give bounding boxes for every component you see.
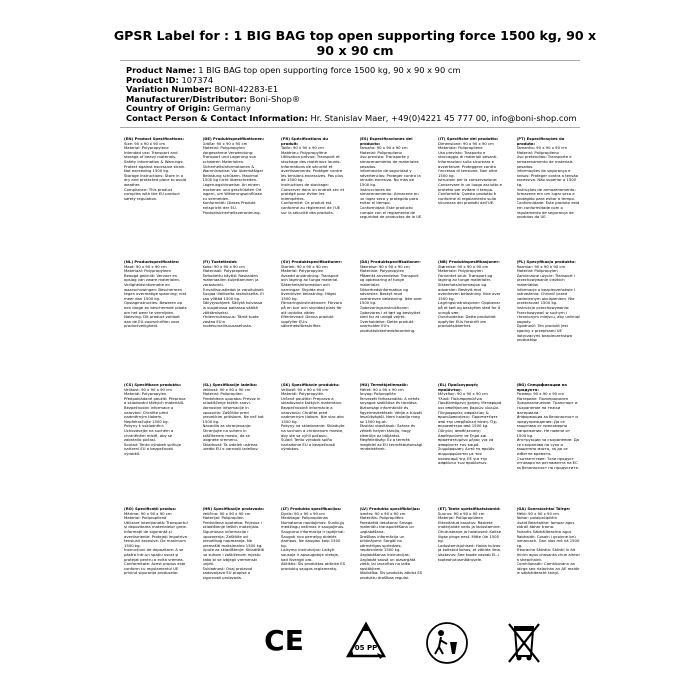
block-heading: (LV) Produkta specifikācijas:	[359, 507, 421, 511]
block-field: Comhlíonadh: Comhlíonann an táirge seo rialachán an AE maidir le sábháilteacht táirgí.	[516, 561, 580, 576]
block-heading: (EN) Product Specifications:	[124, 137, 185, 141]
block-heading: (DE) Produktspezifikationen:	[202, 137, 265, 141]
translation-block	[124, 507, 188, 625]
block-field: Materiaali: Polypropeeni	[202, 268, 249, 274]
block-field: Materiál: Polypropylen	[124, 391, 167, 397]
block-field: Größe: 90 x 90 x 90 cm	[202, 140, 248, 146]
block-field: Ábhar: polaipróipiléin	[516, 515, 557, 521]
recycling-code-text: 05 PP	[354, 644, 378, 652]
product-info	[126, 66, 596, 124]
divider	[120, 60, 580, 61]
block-field: Størrelse: 90 x 90 x 90 cm	[438, 263, 489, 269]
block-field: Bezpečnostné informácie a varovania: Chráňte pred nadmerným tlakom. Nie viac ako 1500 kg.	[281, 404, 344, 424]
translation-block	[360, 260, 424, 378]
block-heading: (PT) Especificações do produto:	[516, 137, 565, 146]
translation-block	[203, 507, 267, 625]
block-field: Navodila za shranjevanje: Shranjujte na suhem in zaščitenem mestu, da se izognete vremenu.	[202, 423, 252, 443]
block-field: Uzglabāšanas instrukcijas: Uzglabāt sausā un aizsargātā vietā, lai izvairītos no laika apstākļiem.	[359, 551, 416, 571]
translation-block	[124, 260, 188, 378]
translation-block	[517, 260, 581, 378]
block-heading: (NL) Productspecificaties:	[124, 260, 180, 264]
block-field: Velikost: 90 x 90 x 90 cm	[202, 386, 251, 392]
divider	[120, 127, 580, 128]
block-field: Bezpečnostní informace a varování: Chraňte před nadměrným tlakem. Nepřekračujte 1500 kg.	[124, 404, 174, 424]
block-field: Saugumo informacija ir įspėjimai: Saugoti nuo pernelyg didelės įtampos. Ne daugiau kaip 1500 kg.	[281, 528, 345, 548]
block-field: Úsáid Beartaithe: Iompar agus stóráil ábhar troma.	[516, 519, 575, 530]
block-field: Atbilstība: Šis produkts atbilst ES produktu drošības regulai.	[359, 570, 423, 580]
block-field: Upute za skladištenje: Skladištiti na suhom i zaštićenom mjestu kako bi se izbjegli vremenski uvjeti.	[202, 547, 265, 567]
block-field: Compliance: This product complies with the EU product safety regulation.	[124, 186, 180, 201]
block-field: Zamierzone użycie: Transport i przechowywanie ciężkich materiałów.	[516, 272, 576, 287]
block-field: Sicherheitsinformationen & Warnhinweise: Vor übermäßiger Belastung schützen. Maximal 1500 kg nicht überschreiten.	[202, 163, 264, 183]
block-field: Overholdelse: Dette produkt overholder EU's produktsikkerhedsforordning.	[359, 318, 416, 333]
block-heading: (NB) Produktspesifikasjoner:	[438, 260, 500, 264]
block-field: Размер: 90 x 90 x 90 cm	[516, 391, 565, 397]
block-field: Ohutusteave ja hoiatused: Kaitse liigse pinge eest. Mitte üle 1500 kg.	[438, 528, 502, 544]
block-field: Soulad: Tento výrobek splňuje nařízení EU o bezpečnosti výrobků.	[124, 441, 181, 456]
block-field: Материал: Полипропилен	[516, 395, 569, 401]
block-field: Utilisation prévue: Transport et stockage des matériaux lourds.	[281, 154, 341, 164]
tidyman-dispose-icon	[424, 620, 470, 670]
block-field: Méret: 90 x 90 x 90 cm	[359, 386, 404, 392]
block-field: Beoogd gebruik: Vervoer en opslag van zware materialen.	[124, 272, 181, 283]
block-field: Forventet bruk: Transport og lagring av tunge materialer.	[438, 272, 493, 283]
block-field: Opslaginstructies: Bewaren op een droge en beschermde plaats om het weer te vermijden.	[124, 300, 187, 315]
block-field: Drošības informācija un brīdinājumi: Sargāt no pārmērīgas spriedzes; nepārsniedz 1500 kg.	[359, 533, 405, 553]
block-field: Предназначение: Транспорт и съхранение на тежки материали.	[516, 400, 578, 415]
block-heading: (DA) Produktspecifikationer:	[359, 260, 421, 264]
block-field: Předpokládané použití: Přeprava a skladování těžkých materiálů.	[124, 395, 186, 406]
block-field: Pokyny k uskladnění: Uchovávejte na suchém a chráněném místě, aby se zabránilo počasí.	[124, 423, 174, 443]
block-heading: (FR) Spécifications du produit:	[281, 137, 328, 146]
block-field: Materiale: Polypropylen	[359, 268, 405, 274]
block-field: Atitiktis: Šis produktas atitinka ES produktų saugos reglamentą.	[281, 561, 345, 571]
block-field: Instrukcje przechowywania: Przechowywać w suchym i chronionym miejscu, aby uniknąć pogody.	[516, 304, 581, 324]
block-field: Určené použitie: Preprava a skladovanie ťažkých materiálov.	[281, 395, 343, 406]
block-field: Suurus: 90 x 90 x 90 cm	[438, 510, 485, 516]
block-field: Material: Polipropilen	[202, 391, 243, 397]
block-field: Material: Polipropilenă	[124, 515, 167, 521]
block-field: Instructions de stockage: Conserver dans un endroit sec et protégé pour éviter les intempéries.	[281, 181, 345, 201]
block-heading: (RO) Specificații produs:	[124, 507, 177, 511]
block-field: Pokyny na skladovanie: Skladujte na suchom a chránenom mieste, aby ste sa vyhli počasiu.	[281, 423, 345, 438]
block-field: Υλικό: Πολυπροπυλένιο	[438, 395, 483, 401]
translation-block	[203, 260, 267, 378]
block-field: Conformité: Ce produit est conforme au règlement de l'UE sur la sécurité des produits.	[281, 200, 341, 215]
block-field: Instrucțiuni de depozitare: A se păstra într-un spațiu uscat și protejat pentru a evita vremea.	[124, 547, 184, 562]
block-field: Säilytysohjeet: Säilytä kuivassa ja suojatussa paikassa säältä välttämiseksi.	[202, 300, 263, 315]
block-field: Sukladnost: Ovaj proizvod zadovoljava EU propise o sigurnosti proizvoda.	[202, 565, 253, 580]
block-field: Størrelse: 90 x 90 x 90 cm	[359, 263, 410, 269]
block-field: Varnostne informacije in opozorila: Zaščitite pred prevelikim pritiskom. Ne več kot 1500 kg.	[202, 404, 264, 424]
translation-block	[438, 383, 502, 501]
block-heading: (EL) Προδιαγραφές προϊόντος:	[438, 383, 479, 392]
block-field: Инструкции за съхранение: Да се съхранява на сухо и защитено място, за да се избегне времето.	[516, 437, 579, 456]
block-heading: (FI) Tuotetiedot:	[202, 260, 238, 264]
block-field: Informações de segurança e avisos: Proteger contra a tensão excessiva. Não superior a 1500 kg.	[516, 168, 579, 187]
block-field: Koko: 90 x 90 x 90 cm	[202, 263, 245, 269]
block-field: Vorgesehene Verwendung: Transport und Lagerung von schweren Materialien.	[202, 149, 257, 164]
translation-block	[360, 507, 424, 625]
block-field: Materiāls: Polipropilēns	[359, 515, 404, 521]
block-field: Conformità: Questo prodotto è conforme al regolamento sulla sicurezza dei prodotti dell'UE.	[438, 191, 497, 206]
block-heading: (IT) Specifiche del prodotto:	[438, 137, 499, 141]
block-field: Informazioni sulla sicurezza e avvertenze: Proteggere contro l'eccesso di tensione. Non oltre 1500 kg.	[438, 158, 498, 178]
block-field: Turvallisuustiedot ja varoitukset: Suojaa liialliselta rasitukselta. Ei saa ylittää 1500 kg.	[202, 286, 265, 301]
block-field: Numatoma naudojimas: Sunkiųjų medžiagų vežimas ir saugojimas.	[281, 519, 345, 530]
block-field: Tamaño: 90 x 90 x 90 cm	[359, 145, 408, 151]
block-heading: (BG) Спецификации на продукта:	[516, 383, 567, 392]
block-field: Istruzioni per la conservazione: Conservare in un luogo asciutto e protetto per evitare il tempo.	[438, 177, 502, 192]
translation-block	[281, 260, 345, 378]
weee-crossed-bin-icon	[504, 620, 544, 670]
block-field: Sikkerhedsinformation og advarsler: Beskyt mod overdreven belastning. Ikke over 1500 kg.	[359, 286, 422, 306]
block-field: Megfelelőség: Ez a termék megfelel az EU termékbiztonsági rendeletének.	[359, 437, 423, 452]
block-field: Intended use: Transport and storage of heavy materials.	[124, 149, 178, 160]
block-field: Vastavus: See toode vastab EL-i tooteohutusmäärusele.	[438, 551, 499, 562]
block-field: Lagerungshinweise: An einem trockenen und geschützten Ort lagern, um Witterungseinflüsse zu vermeiden.	[202, 181, 262, 201]
block-field: Conformidad: Este producto cumple con el reglamento de seguridad de productos de la UE.	[359, 204, 423, 220]
block-field: Πληροφορίες ασφαλείας & προειδοποιήσεις: Προστατέψτε από την υπερβολική πίεση. Όχι περισσότερο από 1500 kg.	[438, 409, 498, 429]
block-field: Utilizare intenționată: Transportul și depozitarea materialelor grele.	[124, 519, 188, 530]
block-field: Tárolási utasítások: Száraz és védett helyen tárolja, hogy elkerülje az időjárást.	[359, 423, 416, 438]
block-field: Veiligheidsinformatie en waarschuwingen: Beschermen tegen overmatige spanning; niet meer dan 1500 kg.	[124, 281, 187, 301]
block-field: Ladustamisjuhised: Hoida kuivas ja kaitstud kohas, et vältida ilma.	[438, 542, 502, 553]
translation-block	[517, 383, 581, 501]
block-heading: (SL) Specifikacije izdelka:	[202, 383, 258, 387]
translation-block	[438, 507, 502, 625]
block-field: Materiale: Polipropilene	[438, 145, 483, 151]
block-heading: (CS) Specifikace produktu:	[124, 383, 182, 387]
block-field: Velikost: 90 x 90 x 90 cm	[124, 386, 172, 392]
translation-block	[360, 383, 424, 501]
block-field: Dydis: 90 x 90 x 90 cm	[281, 510, 325, 516]
block-field: Instruções de armazenamento: Armazene em um lugar seco e protegido para evitar o tempo.	[516, 186, 576, 201]
translation-block	[360, 137, 424, 255]
translation-block	[281, 383, 345, 501]
block-heading: (SK) Špecifikácie produktu:	[281, 383, 340, 387]
block-field: Yhdenmukaisuus: Tämä tuote vastaa EU:n tuoteturvallisuusasetusta.	[202, 314, 259, 329]
block-field: Påtænkt anvendelse: Transport og opbevaring af tunge materialer.	[359, 272, 419, 287]
block-heading: (LT) Produkto specifikacijos:	[281, 507, 342, 511]
block-heading: (ES) Especificaciones del producto:	[359, 137, 413, 146]
translation-block	[517, 137, 581, 255]
block-field: Materiał: Polipropylen	[516, 268, 558, 274]
block-field: Veľkosť: 90 x 90 x 90 cm	[281, 386, 329, 392]
translation-block	[203, 137, 267, 255]
block-field: Ettenähtud kasutus: Raskete materjalide vedu ja ladustamine.	[438, 519, 501, 530]
product-name-row: Product Name: 1 BIG BAG top open supporting force 1500 kg, 90 x 90 x 90 cm	[126, 66, 461, 75]
block-field: Информация за безопасност и предупреждения: Да се защитава от прекомерно напрежение. Не повече от 1500 kg.	[516, 414, 578, 438]
block-field: Säkerhetsinformation och varningar: Skydda mot överdriven belastning. Högst 1500 kg.	[281, 281, 336, 301]
block-field: Veličina: 90 x 90 x 90 cm	[202, 510, 251, 516]
block-field: Laikymo instrukcijos: Laikyti sausoje ir apsaugotoje vietoje, kad išvengti oro.	[281, 547, 340, 562]
block-heading: (ET) Toote spetsifikatsioonid:	[438, 507, 501, 511]
block-field: Informații de siguranță și avertismente: Protejați împotriva tensiunii excesive. De maximum 1500 kg.	[124, 528, 187, 548]
block-field: Predviđena upotreba: Prijevoz i skladištenje teških materijala.	[202, 519, 262, 530]
translation-block	[438, 260, 502, 378]
block-field: Materiál: Polypropylén	[281, 391, 324, 397]
translation-block	[124, 137, 188, 255]
block-heading: (HR) Specifikacije proizvoda:	[202, 507, 265, 511]
block-field: Tervezett felhasználás: A nehéz anyagok szállítása és tárolása.	[359, 395, 420, 406]
ce-mark-icon	[264, 620, 304, 664]
block-field: Taille: 90 x 90 x 90 cm	[281, 145, 324, 151]
block-field: Avsedd användning: Transport och lagring av tunga material.	[281, 272, 339, 283]
ce-mark-text: CE	[264, 624, 304, 657]
block-field: Overholdelse: Dette produktet oppfyller EUs forskrift om produktsikkerhet.	[438, 314, 496, 329]
block-field: Dimensione: 90 x 90 x 90 cm	[438, 140, 494, 146]
country-row: Country of Origin: Germany	[126, 104, 251, 114]
block-field: Μέγεθος: 90 x 90 x 90 cm	[438, 391, 488, 397]
block-field: Informations de sécurité et avertissements: Protéger contre les tensions excessives. Pas plus de 1500 kg.	[281, 163, 344, 183]
block-field: Naleving: Dit product voldoet aan de EU-voorschriften voor productveiligheid.	[124, 314, 180, 329]
block-field: Συμμόρφωση: Αυτό το προϊόν συμμορφώνεται με τον κανονισμό της ΕΕ για την ασφάλεια των προϊόντων.	[438, 446, 495, 466]
block-field: Tamanho: 90 x 90 x 90 cm	[516, 145, 567, 151]
translation-block	[203, 383, 267, 501]
block-field: Uso previsto: Transporte y almacenamiento de materiales pesados.	[359, 154, 419, 169]
block-field: Informacje o bezpieczeństwie i ostrzeżenia: Chronić przed nadmiernym obciążeniem. Nie przekraczać 1500 kg.	[516, 286, 576, 306]
block-field: Förvaringsinstruktioner: Förvara på en torr och skyddad plats för att undvika väder.	[281, 300, 342, 315]
certification-icons	[124, 620, 594, 680]
block-field: Anyag: Polipropilén	[359, 391, 397, 397]
block-field: Maat: 90 x 90 x 90 cm	[124, 263, 167, 269]
translation-block	[517, 507, 581, 625]
block-field: Material: Polypropylen	[202, 145, 245, 151]
block-field: Efterlevnad: Denna produkt uppfyller EU:s säkerhetsföreskrifter.	[281, 314, 334, 329]
block-field: Información de seguridad y advertencias: Proteger contra la tensión excesiva. No más de 1500 kg.	[359, 168, 421, 187]
block-field: Storlek: 90 x 90 x 90 cm	[281, 263, 328, 269]
block-field: Size: 90 x 90 x 90 cm	[124, 140, 166, 146]
block-field: Súlad: Tento výrobok spĺňa nariadenie EÚ o bezpečnosti výrobkov.	[281, 437, 336, 452]
block-heading: (HU) Termékjellemzők:	[359, 383, 409, 387]
block-field: Съответствие: Този продукт отговаря на регламента на ЕС за безопасност на продуктите.	[516, 455, 580, 470]
block-field: Opbevaringsinstruktioner: Opbevares i et tørt og beskyttet sted for at undgå vejret.	[359, 304, 421, 320]
block-field: Izmērs: 90 x 90 x 90 cm	[359, 510, 406, 516]
block-field: Safety Information & Warnings: Protect against excessive strain. Not exceeding 1500 kg.	[124, 158, 186, 174]
block-heading: (PL) Specyfikacja produktu:	[516, 260, 576, 264]
block-field: Material: Polypropylen	[281, 268, 324, 274]
block-field: Sigurnosne informacije i upozorenja: Zaštitite od prevelikog naprezanja. Ne premašiti maksimalno 1500 kg.	[202, 528, 263, 548]
block-field: Material: Polipropileno	[516, 149, 559, 155]
manufacturer-row: Manufacturer/Distributor: Boni-Shop®	[126, 94, 301, 104]
block-field: Mărime: 90 x 90 x 90 cm	[124, 510, 172, 516]
recycling-pp-icon	[344, 620, 388, 668]
block-field: Zgodność: Ten produkt jest zgodny z przepisami UE dotyczącymi bezpieczeństwa produktów.	[516, 323, 572, 343]
block-field: Biztonsági információk és figyelmeztetések: Védje a túlzott feszültségtől. Nem haladja meg az 1500 kg-ot.	[359, 404, 423, 424]
block-field: Medžiaga: Polipropilenas	[281, 515, 328, 521]
page-title: GPSR Label for : 1 BIG BAG top open supporting force 1500 kg, 90 x 90 x 90 cm	[113, 28, 597, 58]
block-field: Materiale: Polypropylen	[438, 268, 483, 274]
block-field: Lagringsinstruksjoner: Oppbevar på et tørt og beskyttet sted for å unngå vær.	[438, 300, 501, 315]
contact-row: Contact Person & Contact Information: Hr. Stanislav Maer, +49(0)4221 45 777 00, info@boni-shop.com	[126, 113, 577, 123]
block-field: Konformität: Dieses Produkt entspricht der EU-Produktsicherheitsverordnung.	[202, 200, 261, 215]
variation-number-row: Variation Number: BONI-42283-E1	[126, 85, 279, 95]
block-field: Uso pretendido: Transporte e armazenamento de materiais pesados.	[516, 154, 573, 169]
block-heading: (SV) Produktspecifikationer:	[281, 260, 342, 264]
block-field: Material: Polypropylene	[124, 145, 169, 151]
product-id-row: Product ID: 107374	[126, 75, 214, 85]
block-field: Storage Instructions: Store in a dry and protected place to avoid weather.	[124, 172, 187, 187]
block-field: Οδηγίες αποθήκευσης: Αποθηκεύστε σε ξηρό και προστατευμένο μέρος για να αποφύγετε τον καιρό.	[438, 427, 494, 447]
block-field: Conformitate: Acest produs este conform cu regulamentul UE privind siguranța produselor.	[124, 561, 186, 576]
block-field: Materiaal: Polypropyleen	[124, 268, 172, 274]
block-field: Matériau: Polypropylène	[281, 149, 328, 155]
block-field: Skladnost: Ta izdelek ustreza uredbi EU o varnosti izdelkov.	[202, 441, 259, 452]
block-field: Méid: 90 x 90 x 90 cm	[516, 510, 559, 516]
translation-block	[438, 137, 502, 255]
block-field: Paredzētā lietošana: Smago materiālu transportēšana un uzglabāšana.	[359, 519, 414, 534]
block-field: Tarkoitettu käyttö: Raskaiden materiaalien kuljettaminen ja varastointi.	[202, 272, 259, 287]
translation-block	[124, 383, 188, 501]
block-field: Faisnéis Sábháilteachta agus Rabhaidh: Cosain i gcoinne brú iomarcach. Gan níos mó ná 1500 kg.	[516, 528, 580, 548]
block-field: Conformidade: Este produto está em conformidade com o regulamento de segurança de produtos da UE.	[516, 200, 580, 220]
block-field: Material: Polipropileno	[359, 149, 402, 155]
block-field: Sikkerhetsinformasjon og advarsler: Beskytt mot overdreven belastning. Ikke over 1500 kg.	[438, 281, 501, 301]
block-field: Materijal: Polipropilen	[202, 515, 244, 521]
block-heading: (GA) Sonraíochtaí Táirge:	[516, 507, 571, 511]
translation-block	[281, 507, 345, 625]
block-field: Instrucciones de almacenamiento: Almacene en un lugar seco y protegido para evitar el tiempo.	[359, 186, 419, 206]
block-field: Uso previsto: Trasporto e stoccaggio di materiali pesanti.	[438, 149, 498, 160]
block-field: Προβλεπόμενη χρήση: Μεταφορά και αποθήκευση βαριών υλικών.	[438, 400, 502, 410]
block-field: Predvidena uporaba: Prevoz in skladiščenje težkih snovi.	[202, 395, 261, 406]
block-field: Materjal: Polüpropüleen	[438, 515, 484, 521]
block-field: Treoracha Stórála: Stóráil in áit thirim agus chosanta chun aimsir a sheachaint.	[516, 547, 581, 562]
translation-block	[281, 137, 345, 255]
block-field: Rozmiar: 90 x 90 x 90 cm	[516, 263, 566, 269]
